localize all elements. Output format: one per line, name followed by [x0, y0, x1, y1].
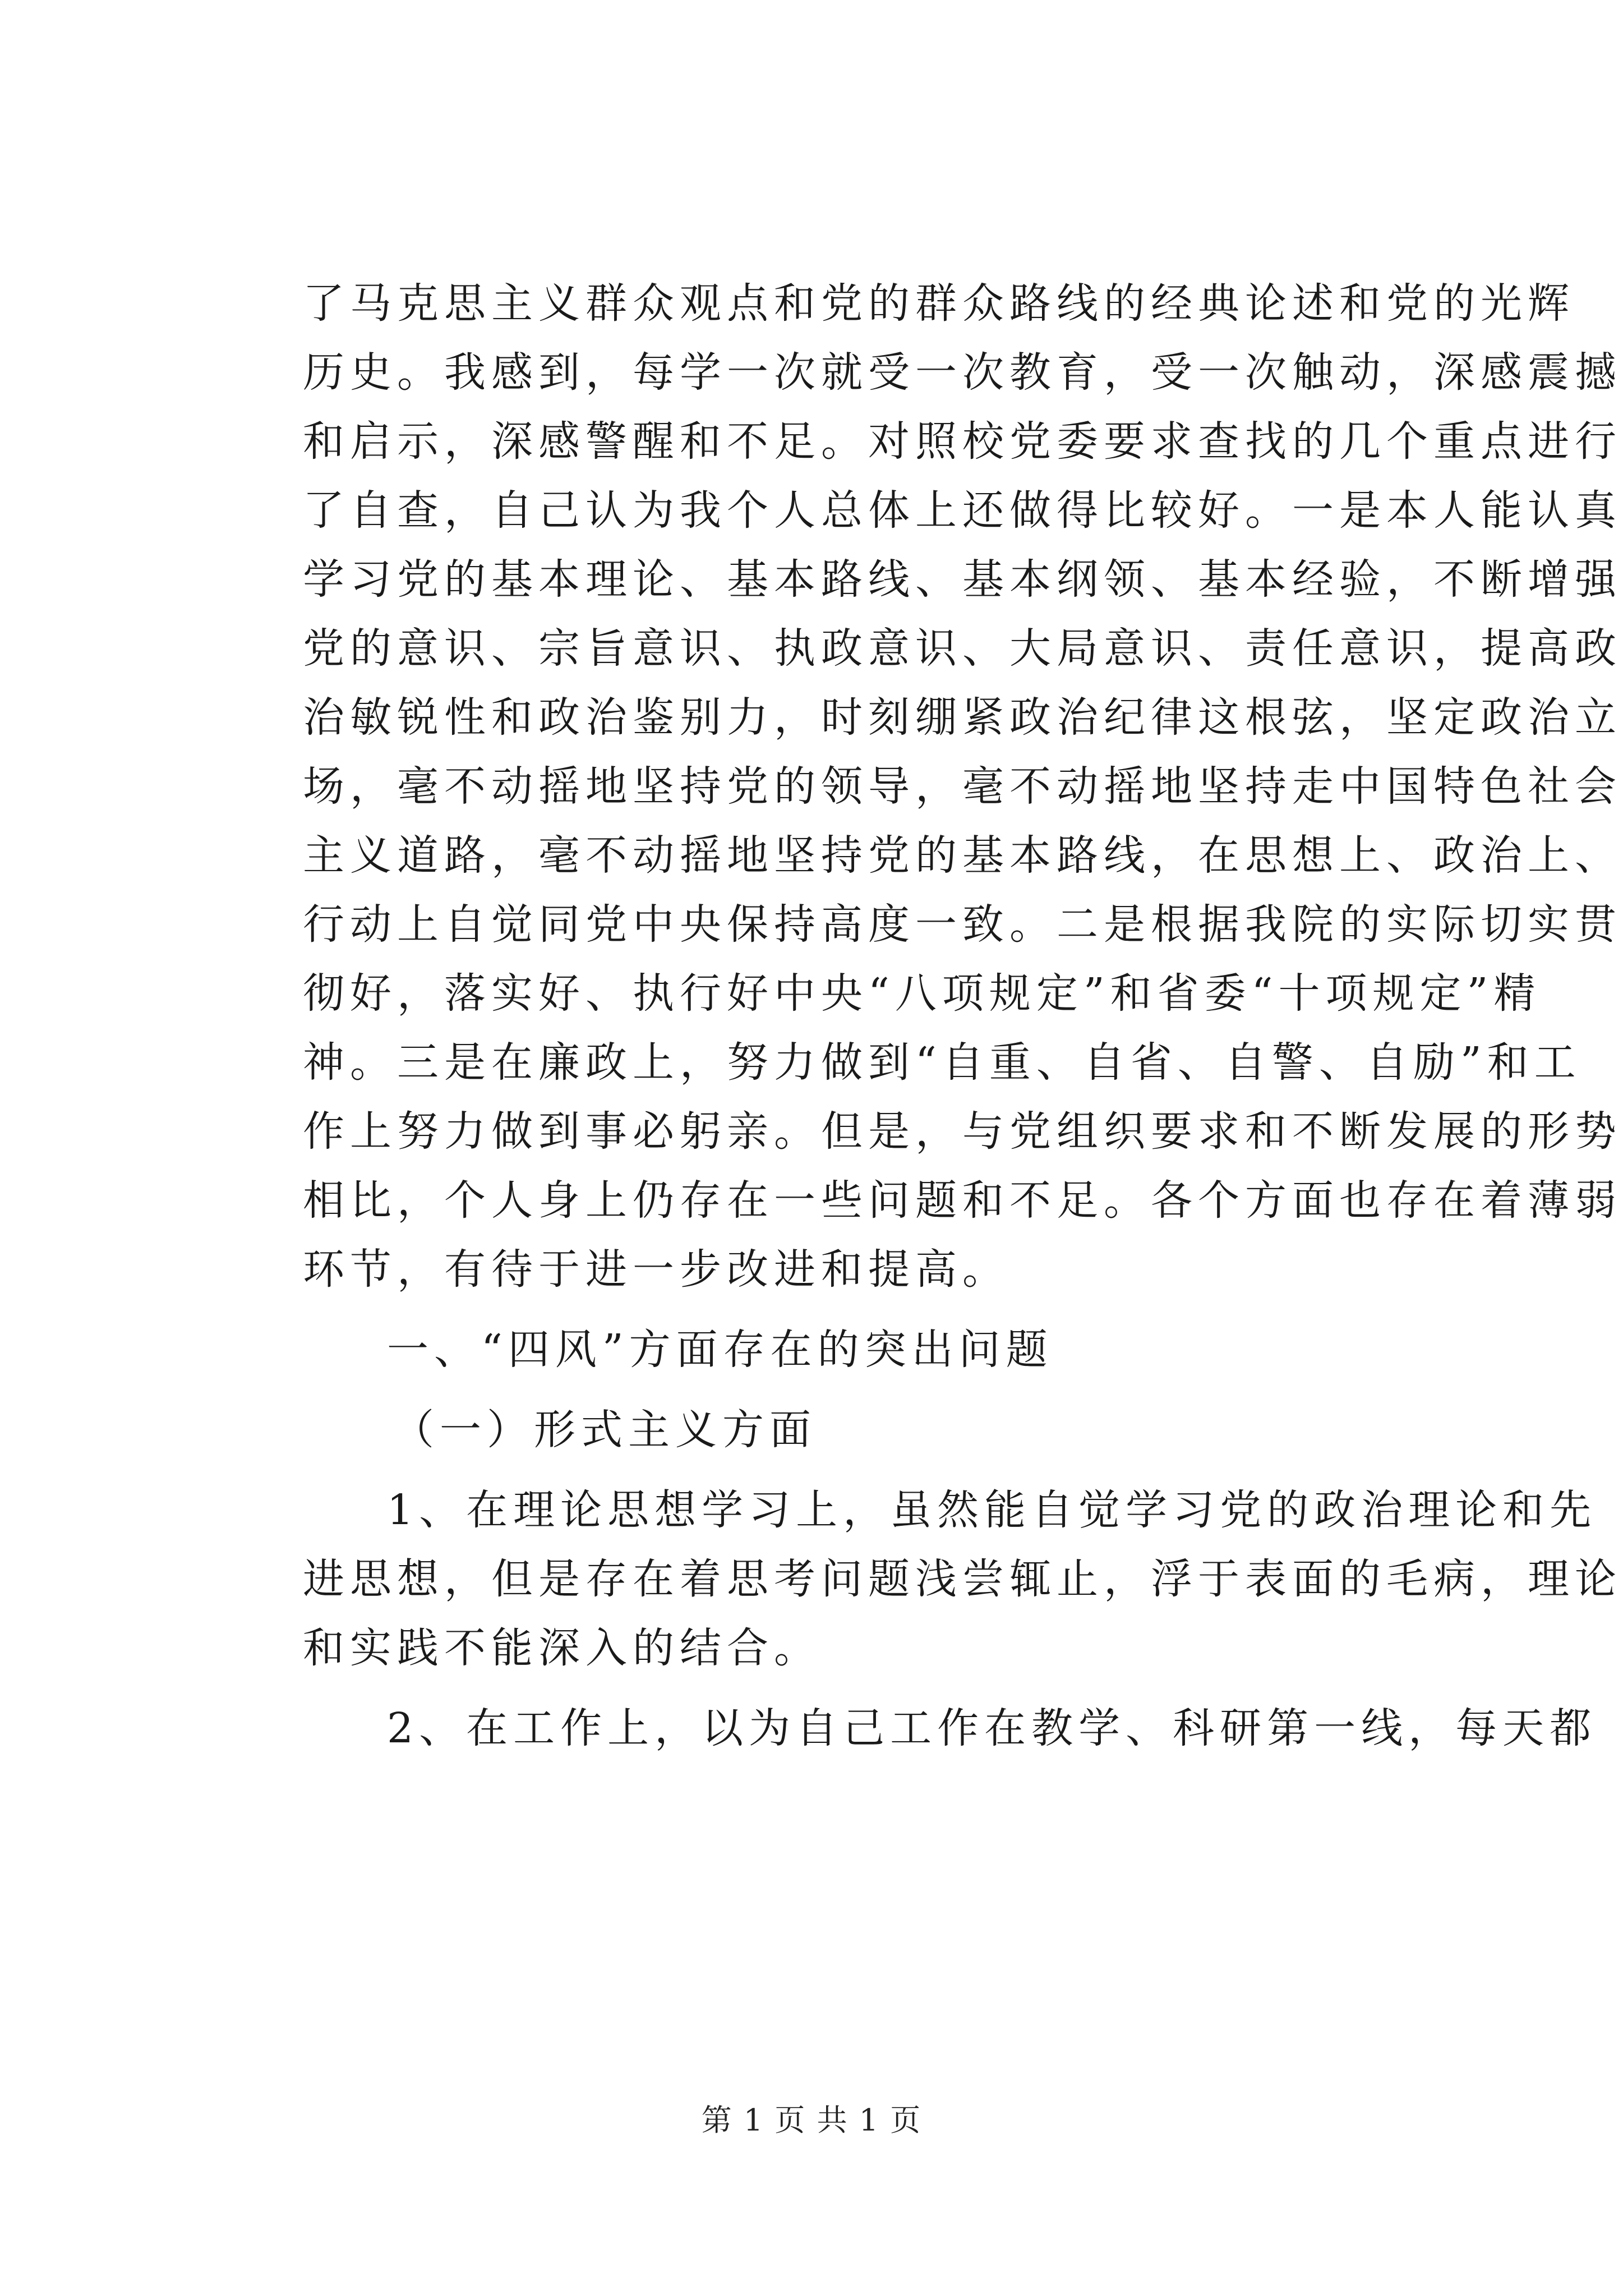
text-line: 作上努力做到事必躬亲。但是，与党组织要求和不断发展的形势 — [303, 1107, 1622, 1156]
text-line: 主义道路，毫不动摇地坚持党的基本路线，在思想上、政治上、 — [303, 831, 1622, 880]
text-line: 神。三是在廉政上，努力做到“自重、自省、自警、自励”和工 — [303, 1038, 1581, 1087]
text-line: 治敏锐性和政治鉴别力，时刻绷紧政治纪律这根弦，坚定政治立 — [303, 693, 1622, 742]
text-line: 场，毫不动摇地坚持党的领导，毫不动摇地坚持走中国特色社会 — [303, 762, 1622, 811]
text-line: 了马克思主义群众观点和党的群众路线的经典论述和党的光辉 — [303, 279, 1575, 328]
heading-line: 一、“四风”方面存在的突出问题 — [387, 1326, 1053, 1374]
text-line: 和启示，深感警醒和不足。对照校党委要求查找的几个重点进行 — [303, 417, 1622, 466]
document-body — [303, 269, 1622, 1763]
text-line: 历史。我感到，每学一次就受一次教育，受一次触动，深感震撼 — [303, 348, 1622, 397]
text-line: 2、在工作上，以为自己工作在教学、科研第一线，每天都 — [387, 1704, 1597, 1752]
paragraph-item-2 — [303, 1694, 1597, 1763]
subsection-heading-formalism — [303, 1396, 1419, 1465]
heading-line: （一）形式主义方面 — [393, 1406, 817, 1454]
text-line: 了自查，自己认为我个人总体上还做得比较好。一是本人能认真 — [303, 486, 1622, 535]
text-line: 彻好，落实好、执行好中央“八项规定”和省委“十项规定”精 — [303, 969, 1541, 1018]
text-line: 党的意识、宗旨意识、执政意识、大局意识、责任意识，提高政 — [303, 624, 1622, 673]
page-number-footer: 第 1 页 共 1 页 — [701, 2102, 922, 2138]
paragraph-self-review — [303, 269, 1622, 1304]
paragraph-item-1 — [303, 1476, 1622, 1683]
text-line: 环节，有待于进一步改进和提高。 — [303, 1245, 1009, 1294]
text-line: 相比，个人身上仍存在一些问题和不足。各个方面也存在着薄弱 — [303, 1176, 1622, 1225]
text-line: 和实践不能深入的结合。 — [303, 1624, 821, 1672]
text-line: 1、在理论思想学习上，虽然能自觉学习党的政治理论和先 — [387, 1486, 1597, 1534]
text-line: 学习党的基本理论、基本路线、基本纲领、基本经验，不断增强 — [303, 555, 1622, 604]
section-heading-four-styles — [303, 1315, 1419, 1384]
text-line: 进思想，但是存在着思考问题浅尝辄止，浮于表面的毛病，理论 — [303, 1555, 1622, 1603]
text-line: 行动上自觉同党中央保持高度一致。二是根据我院的实际切实贯 — [303, 900, 1622, 949]
